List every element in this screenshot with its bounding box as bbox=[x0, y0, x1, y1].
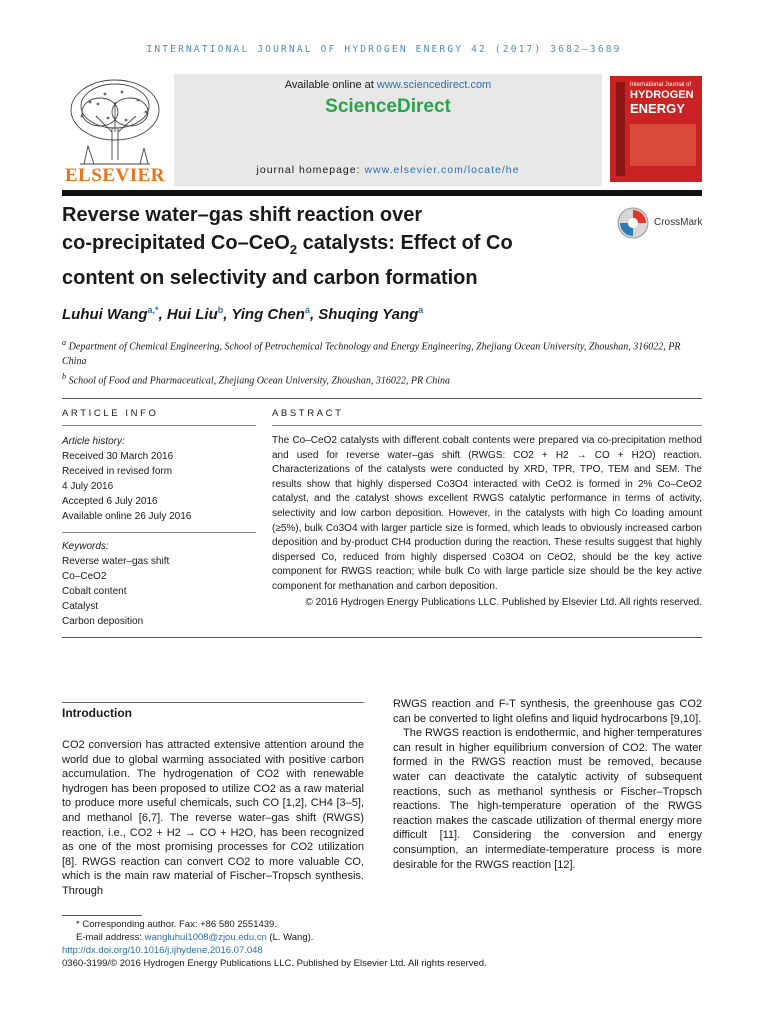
author-4-sup[interactable]: a bbox=[418, 305, 424, 315]
email-link[interactable]: wangluhui1008@zjou.edu.cn bbox=[144, 932, 267, 943]
paragraph: RWGS reaction and F-T synthesis, the greenhouse gas CO2 can be converted to light olefins and liquid hydrocarbons [9,10]. bbox=[393, 698, 702, 725]
author-1[interactable]: Luhui Wang bbox=[62, 306, 148, 323]
author-4[interactable]: Shuqing Yang bbox=[318, 306, 419, 323]
footnotes bbox=[62, 918, 702, 970]
email-line: E-mail address: wangluhui1008@zjou.edu.cn (L. Wang). bbox=[76, 932, 314, 943]
issn-line: 0360-3199/© 2016 Hydrogen Energy Publications LLC. Published by Elsevier Ltd. All rights reserved. bbox=[62, 958, 487, 969]
author-2-sup[interactable]: b bbox=[217, 305, 224, 315]
section-divider-bottom bbox=[62, 637, 702, 638]
history-received: Received 30 March 2016 bbox=[62, 451, 174, 462]
affiliation-a bbox=[62, 335, 702, 369]
corresponding-author: * Corresponding author. Fax: +86 580 2551439. bbox=[76, 919, 277, 930]
author-list: Luhui Wang$^{a,*}$, Hui Liu$^b$, Ying Chen$^a$, Shuqing Yang$^a$ bbox=[62, 305, 424, 323]
doi-link[interactable]: http://dx.doi.org/10.1016/j.ijhydene.2016.07.048 bbox=[62, 945, 263, 956]
introduction-heading: Introduction bbox=[62, 706, 132, 720]
introduction-divider bbox=[62, 702, 364, 703]
affiliation-b bbox=[62, 369, 702, 388]
keywords-label: Keywords: bbox=[62, 541, 109, 552]
cover-title-line-1: International Journal of bbox=[630, 82, 692, 88]
abstract-copyright: © 2016 Hydrogen Energy Publications LLC. Published by Elsevier Ltd. All rights reserved. bbox=[305, 597, 702, 608]
abstract-text: The Co–CeO2 catalysts with different cobalt contents were prepared via co-precipitation method and used for reverse water–gas shift (RWGS: CO2 + H2 → CO + H2O) reaction. Characterizations of the catalysts were conducted by XRD, TPR, TPO, TEM and SEM. The results show that highly dispersed Co3O4 interacted with CeO2 is formed in 2% Co–CeO2 catalyst, and the catalyst shows excellent RWGS catalytic performance in terms of activity, selectivity and low carbon deposition. However, in the catalysts with high Co loading amount (≥5%), bulk Co3O4 with larger particle size is formed, which leads to obviously increased carbon deposition and by-product CH4 production during the reaction. These results suggest that highly dispersed Co, reduced from highly dispersed Co3O4 on CeO2, should be the key active component for RWGS reaction; while bulk Co with large particle size should be the key active component for methanation and carbon deposition. bbox=[272, 435, 702, 592]
keywords-divider bbox=[62, 532, 256, 533]
history-revised-date: 4 July 2016 bbox=[62, 481, 114, 492]
article-title: Reverse water–gas shift reaction over co-precipitated Co–CeO$_2$ catalysts: Effect of Co content on selectivity and carbon formation bbox=[62, 204, 513, 289]
crossmark-label: CrossMark bbox=[654, 217, 703, 228]
history-online: Available online 26 July 2016 bbox=[62, 511, 192, 522]
keyword-item: Reverse water–gas shift bbox=[62, 556, 170, 567]
section-divider-top bbox=[62, 398, 702, 399]
affiliation-a-sup: a bbox=[62, 338, 67, 347]
affiliation-b-sup: b bbox=[62, 372, 67, 382]
homepage-link[interactable]: www.elsevier.com/locate/he bbox=[364, 164, 520, 176]
author-3[interactable]: Ying Chen bbox=[231, 306, 305, 323]
keyword-item: Catalyst bbox=[62, 601, 99, 612]
affiliations bbox=[62, 335, 702, 389]
sciencedirect-link[interactable]: www.sciencedirect.com bbox=[376, 79, 492, 91]
keywords bbox=[62, 539, 256, 629]
article-info-heading: ARTICLE INFO bbox=[62, 408, 159, 419]
cover-title-line-3: ENERGY bbox=[630, 101, 685, 116]
cover-title-line-2: HYDROGEN bbox=[630, 89, 694, 101]
body-column-left bbox=[62, 738, 364, 899]
article-history bbox=[62, 434, 256, 524]
abstract-divider bbox=[272, 425, 702, 426]
history-label: Article history: bbox=[62, 436, 125, 447]
crossmark-icon bbox=[616, 206, 650, 240]
keyword-item: Cobalt content bbox=[62, 586, 127, 597]
paragraph: CO2 conversion has attracted extensive attention around the world due to global warming associated with positive carbon accumulation. The hydrogenation of CO2 with renewable hydrogen has been proposed to utilize CO2 as a raw material to produce more useful chemicals, such CO [1,2], CH4 [3–5], and methanol [6,7]. The reverse water–gas shift (RWGS) reaction, i.e., CO2 + H2 → CO + H2O, has been recognized as one of the most promising processes for CO2 utilization [8]. RWGS reaction can convert CO2 to more valuable CO, which is the main raw material of Fischer–Tropsch synthesis. Through bbox=[62, 739, 364, 897]
journal-homepage: journal homepage: www.elsevier.com/locate/he bbox=[256, 164, 520, 176]
header-divider bbox=[62, 190, 702, 196]
journal-citation[interactable]: INTERNATIONAL JOURNAL OF HYDROGEN ENERGY 42 (2017) 3682–3689 bbox=[146, 44, 622, 55]
paragraph: The RWGS reaction is endothermic, and higher temperatures can result in higher equilibrium conversion of CO2. The water formed in the RWGS reaction must be removed, because water can deactivate the catalytic activity of subsequent reactions, such as methanol synthesis or Fischer–Tropsch reactions. The high-temperature operation of the RWGS reaction makes the cascade utilization of thermal energy more difficult [11]. Considering the conversion and energy consumption, an intermediate-temperature process is more desirable for the RWGS reaction [12]. bbox=[393, 727, 702, 871]
publisher-wordmark[interactable]: ELSEVIER bbox=[64, 165, 166, 186]
keyword-item: Co–CeO2 bbox=[62, 571, 107, 582]
author-2[interactable]: Hui Liu bbox=[166, 306, 218, 323]
history-accepted: Accepted 6 July 2016 bbox=[62, 496, 158, 507]
footnote-divider bbox=[62, 915, 142, 916]
history-revised-label: Received in revised form bbox=[62, 466, 173, 477]
author-3-sup[interactable]: a bbox=[304, 305, 310, 315]
article-info-divider bbox=[62, 425, 256, 426]
keyword-item: Carbon deposition bbox=[62, 616, 144, 627]
available-online: Available online at www.sciencedirect.com bbox=[284, 79, 492, 91]
affiliation-b-text: School of Food and Pharmaceutical, Zhejiang Ocean University, Zhoushan, 316022, PR China bbox=[68, 375, 451, 387]
abstract-heading: ABSTRACT bbox=[272, 408, 344, 419]
affiliation-a-text: Department of Chemical Engineering, School of Petrochemical Technology and Energy Engineering, Zhejiang Ocean University, Zhoushan, 316022, PR China bbox=[62, 341, 681, 368]
body-column-right bbox=[393, 697, 702, 872]
sciencedirect-brand[interactable]: ScienceDirect bbox=[325, 96, 451, 117]
journal-cover[interactable] bbox=[610, 76, 702, 182]
crossmark-badge[interactable] bbox=[616, 206, 726, 240]
author-1-sup[interactable]: a,* bbox=[147, 305, 159, 315]
